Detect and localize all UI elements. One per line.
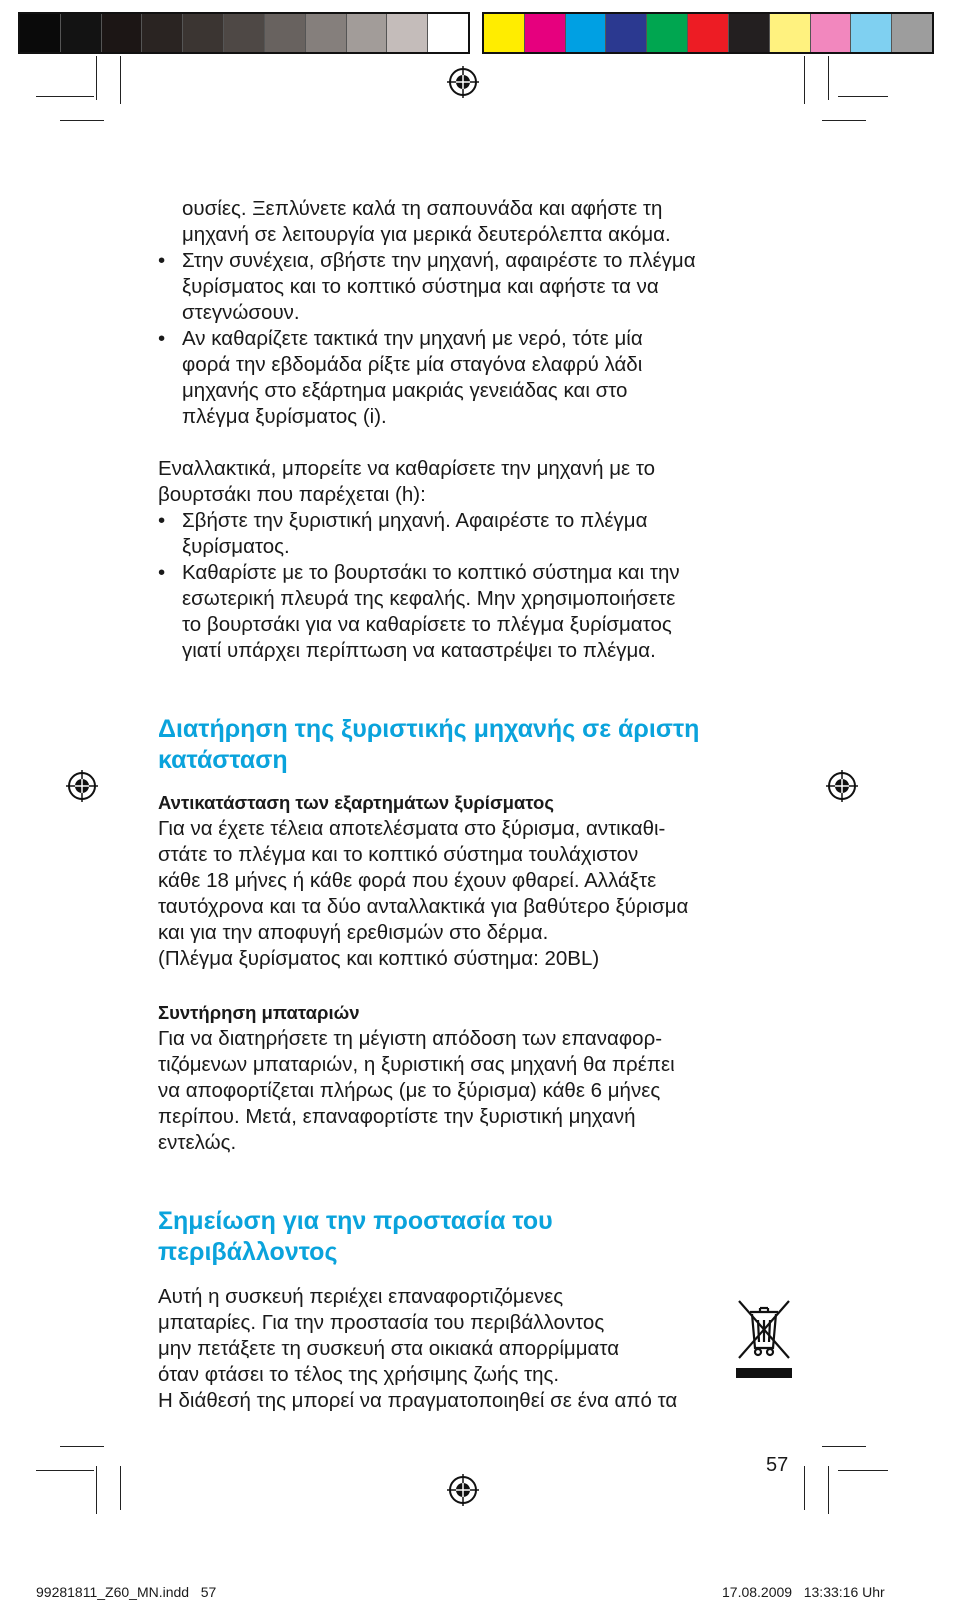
text-line: Για να έχετε τέλεια αποτελέσματα στο ξύρισμα, αντικαθι- <box>158 817 666 840</box>
crop-mark <box>822 1446 866 1447</box>
text-line: • Καθαρίστε με το βουρτσάκι το κοπτικό σύστημα και την <box>182 561 680 584</box>
color-calibration-bar <box>482 12 934 54</box>
list-item <box>158 326 808 430</box>
page-number: 57 <box>766 1454 789 1476</box>
color-swatch <box>387 14 428 52</box>
crop-mark <box>60 120 104 121</box>
text-line: ξυρίσματος και το κοπτικό σύστημα και αφήστε τα να <box>182 275 659 298</box>
text-line: όταν φτάσει το τέλος της χρήσιμης ζωής της. <box>158 1363 560 1386</box>
text-line: • Στην συνέχεια, σβήστε την μηχανή, αφαιρέστε το πλέγμα <box>182 249 696 272</box>
color-swatch <box>306 14 347 52</box>
crop-mark <box>838 96 888 97</box>
crop-mark <box>96 1466 97 1514</box>
text-line: βουρτσάκι που παρέχεται (h): <box>158 483 426 506</box>
replacement-paragraph <box>158 816 808 972</box>
text-line: περίπου. Μετά, επαναφορτίστε την ξυριστική μηχανή <box>158 1105 636 1128</box>
color-swatch <box>142 14 183 52</box>
color-swatch <box>61 14 102 52</box>
text-line: (Πλέγμα ξυρίσματος και κοπτικό σύστημα: 20BL) <box>158 947 600 970</box>
continuation-paragraph <box>158 196 808 248</box>
color-swatch <box>265 14 306 52</box>
registration-mark-icon <box>66 770 98 802</box>
alt-intro-paragraph <box>158 456 808 508</box>
text-line: εντελώς. <box>158 1131 237 1154</box>
color-swatch <box>770 14 811 52</box>
heading-line: περιβάλλοντος <box>158 1238 338 1266</box>
text-line: ξυρίσματος. <box>182 535 290 558</box>
color-swatch <box>688 14 729 52</box>
color-swatch <box>224 14 265 52</box>
crop-mark <box>36 96 94 97</box>
text-line: και για την αποφυγή ερεθισμών στο δέρμα. <box>158 921 549 944</box>
text-line: ταυτόχρονα και τα δύο ανταλλακτικά για βαθύτερο ξύρισμα <box>158 895 689 918</box>
color-swatch <box>811 14 852 52</box>
registration-mark-icon <box>826 770 858 802</box>
text-line: τιζόμενων μπαταριών, η ξυριστική σας μηχανή θα πρέπει <box>158 1053 675 1076</box>
crop-mark <box>60 1446 104 1447</box>
subsection-heading: Συντήρηση μπαταριών <box>158 1002 360 1023</box>
text-line: πλέγμα ξυρίσματος (i). <box>182 405 387 428</box>
text-line: φορά την εβδομάδα ρίξτε μία σταγόνα ελαφρύ λάδι <box>182 353 643 376</box>
color-swatch <box>183 14 224 52</box>
color-swatch <box>606 14 647 52</box>
footer-filename: 99281811_Z60_MN.indd 57 <box>36 1584 217 1600</box>
color-swatch <box>102 14 143 52</box>
section-heading <box>158 1206 808 1268</box>
crop-mark <box>822 120 866 121</box>
heading-line: Διατήρηση της ξυριστικής μηχανής σε άριστη <box>158 715 700 743</box>
list-item <box>158 508 808 560</box>
crop-mark <box>96 56 97 100</box>
gray-calibration-bar <box>18 12 470 54</box>
crossed-bin-icon <box>736 1298 792 1386</box>
color-swatch <box>484 14 525 52</box>
text-line: να αποφορτίζεται πλήρως (με το ξύρισμα) κάθε 6 μήνες <box>158 1079 661 1102</box>
list-item <box>158 248 808 326</box>
text-line: Εναλλακτικά, μπορείτε να καθαρίσετε την μηχανή με το <box>158 457 656 480</box>
page-body <box>158 196 808 1414</box>
color-swatch <box>729 14 770 52</box>
text-line: Για να διατηρήσετε τη μέγιστη απόδοση των επαναφορ- <box>158 1027 663 1050</box>
text-line: • Σβήστε την ξυριστική μηχανή. Αφαιρέστε το πλέγμα <box>182 509 648 532</box>
battery-paragraph <box>158 1026 808 1156</box>
text-line: κάθε 18 μήνες ή κάθε φορά που έχουν φθαρεί. Αλλάξτε <box>158 869 657 892</box>
text-line: στάτε το πλέγμα και το κοπτικό σύστημα τουλάχιστον <box>158 843 639 866</box>
list-item <box>158 560 808 664</box>
crop-mark <box>120 56 121 104</box>
color-swatch <box>428 14 468 52</box>
color-swatch <box>20 14 61 52</box>
subsection-heading: Αντικατάσταση των εξαρτημάτων ξυρίσματος <box>158 792 554 813</box>
crop-mark <box>120 1466 121 1510</box>
color-swatch <box>525 14 566 52</box>
text-line: μπαταρίες. Για την προστασία του περιβάλλοντος <box>158 1311 605 1334</box>
crop-mark <box>838 1470 888 1471</box>
heading-line: κατάσταση <box>158 746 288 774</box>
footer-timestamp: 17.08.2009 13:33:16 Uhr <box>722 1584 885 1600</box>
environment-paragraph <box>158 1284 718 1388</box>
crop-mark <box>828 1466 829 1514</box>
registration-mark-icon <box>447 1474 479 1506</box>
text-line: Η διάθεσή της μπορεί να πραγματοποιηθεί σε ένα από τα <box>158 1389 678 1412</box>
text-line: μηχανή σε λειτουργία για μερικά δευτερόλεπτα ακόμα. <box>182 223 671 246</box>
text-line: το βουρτσάκι για να καθαρίσετε το πλέγμα ξυρίσματος <box>182 613 672 636</box>
text-line: στεγνώσουν. <box>182 301 300 324</box>
crop-mark <box>804 56 805 104</box>
section-heading <box>158 714 808 776</box>
text-line: μηχανής στο εξάρτημα μακριάς γενειάδας και στο <box>182 379 628 402</box>
crop-mark <box>36 1470 94 1471</box>
color-swatch <box>892 14 932 52</box>
heading-line: Σημείωση για την προστασία του <box>158 1207 553 1235</box>
crop-mark <box>804 1466 805 1510</box>
text-line: μην πετάξετε τη συσκευή στα οικιακά απορρίμματα <box>158 1337 620 1360</box>
text-line: Αυτή η συσκευή περιέχει επαναφορτιζόμενες <box>158 1285 564 1308</box>
color-swatch <box>566 14 607 52</box>
registration-mark-icon <box>447 66 479 98</box>
color-swatch <box>851 14 892 52</box>
color-swatch <box>347 14 388 52</box>
crop-mark <box>828 56 829 100</box>
text-line: ουσίες. Ξεπλύνετε καλά τη σαπουνάδα και αφήστε τη <box>182 197 663 220</box>
text-line: γιατί υπάρχει περίπτωση να καταστρέψει το πλέγμα. <box>182 639 656 662</box>
text-line: • Αν καθαρίζετε τακτικά την μηχανή με νερό, τότε μία <box>182 327 643 350</box>
text-line: εσωτερική πλευρά της κεφαλής. Μην χρησιμοποιήσετε <box>182 587 676 610</box>
color-swatch <box>647 14 688 52</box>
